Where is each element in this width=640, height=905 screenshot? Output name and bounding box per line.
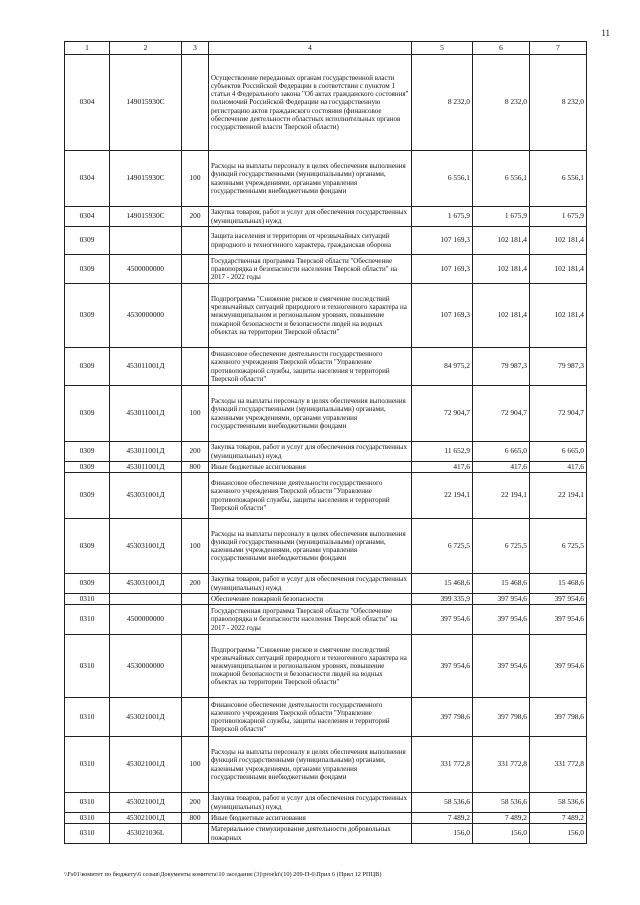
amount-year-2-cell: 58 536,6 <box>473 793 530 813</box>
expense-type-cell: 800 <box>182 462 209 473</box>
section-code-cell: 0309 <box>65 442 110 462</box>
amount-year-3-cell: 7 489,2 <box>530 813 587 824</box>
amount-year-3-cell: 397 954,6 <box>530 635 587 698</box>
amount-year-1-cell: 417,6 <box>412 462 473 473</box>
expense-type-cell: 100 <box>182 737 209 793</box>
amount-year-2-cell: 22 194,1 <box>473 473 530 519</box>
section-code-cell: 0309 <box>65 255 110 284</box>
expense-type-cell <box>182 594 209 605</box>
description-cell: Подпрограмма "Снижение рисков и смягчение последствий чрезвычайных ситуаций природного и техногенного характера на межмуниципальном и региональном уровнях, повышение пожарной безопасности и безопасности людей на водных объектах на территории Тверской области" <box>209 635 412 698</box>
target-article-cell: 453021001Д <box>110 698 182 737</box>
amount-year-3-cell: 397 798,6 <box>530 698 587 737</box>
expense-type-cell <box>182 284 209 348</box>
amount-year-1-cell: 11 652,9 <box>412 442 473 462</box>
description-cell: Финансовое обеспечение деятельности государственного казенного учреждения Тверской области "Управление противопожарной службы, защиты населения и территорий Тверской области" <box>209 698 412 737</box>
amount-year-3-cell: 102 181,4 <box>530 284 587 348</box>
target-article-cell: 149015930С <box>110 55 182 151</box>
description-cell: Расходы на выплаты персоналу в целях обеспечения выполнения функций государственными (муниципальными) органами, казенными учреждениями, органами управления государственными внебюджетными фондами <box>209 151 412 207</box>
amount-year-3-cell: 79 987,3 <box>530 348 587 386</box>
description-cell: Материальное стимулирование деятельности добровольных пожарных <box>209 824 412 844</box>
amount-year-2-cell: 397 954,6 <box>473 594 530 605</box>
target-article-cell: 453011001Д <box>110 462 182 473</box>
amount-year-1-cell: 399 335,9 <box>412 594 473 605</box>
amount-year-2-cell: 156,0 <box>473 824 530 844</box>
amount-year-3-cell: 102 181,4 <box>530 255 587 284</box>
table-row <box>65 442 587 462</box>
amount-year-2-cell: 6 725,5 <box>473 519 530 574</box>
target-article-cell: 149015930С <box>110 207 182 227</box>
section-code-cell: 0310 <box>65 824 110 844</box>
expense-type-cell: 800 <box>182 813 209 824</box>
section-code-cell: 0310 <box>65 737 110 793</box>
table-row <box>65 207 587 227</box>
section-code-cell: 0309 <box>65 348 110 386</box>
amount-year-1-cell: 107 169,3 <box>412 255 473 284</box>
description-cell: Подпрограмма "Снижение рисков и смягчение последствий чрезвычайных ситуаций природного и техногенного характера на межмуниципальном и региональном уровнях, повышение пожарной безопасности и безопасности людей на водных объектах на территории Тверской области" <box>209 284 412 348</box>
section-code-cell: 0310 <box>65 594 110 605</box>
expense-type-cell <box>182 227 209 255</box>
description-cell: Осуществление переданных органам государственной власти субъектов Российской Федерации в соответствии с пунктом 1 статьи 4 Федерального закона "Об актах гражданского состояния" полномочий Российской Федерации на государственную регистрацию актов гражданского состояния (финансовое обеспечение деятельности областных исполнительных органов государственной власти Тверской области) <box>209 55 412 151</box>
description-cell: Закупка товаров, работ и услуг для обеспечения государственных (муниципальных) нужд <box>209 442 412 462</box>
amount-year-3-cell: 6 556,1 <box>530 151 587 207</box>
amount-year-2-cell: 102 181,4 <box>473 284 530 348</box>
table-row <box>65 386 587 442</box>
amount-year-1-cell: 397 798,6 <box>412 698 473 737</box>
header-col-5: 5 <box>412 42 473 55</box>
table-row <box>65 793 587 813</box>
amount-year-1-cell: 397 954,6 <box>412 635 473 698</box>
amount-year-3-cell: 8 232,0 <box>530 55 587 151</box>
amount-year-2-cell: 8 232,0 <box>473 55 530 151</box>
amount-year-2-cell: 102 181,4 <box>473 227 530 255</box>
table-row <box>65 55 587 151</box>
target-article-cell: 453011001Д <box>110 442 182 462</box>
expense-type-cell: 100 <box>182 151 209 207</box>
expense-type-cell: 100 <box>182 519 209 574</box>
target-article-cell: 453021001Д <box>110 813 182 824</box>
description-cell: Иные бюджетные ассигнования <box>209 462 412 473</box>
amount-year-2-cell: 417,6 <box>473 462 530 473</box>
amount-year-2-cell: 397 954,6 <box>473 605 530 635</box>
header-col-7: 7 <box>530 42 587 55</box>
table-row <box>65 698 587 737</box>
amount-year-3-cell: 58 536,6 <box>530 793 587 813</box>
description-cell: Государственная программа Тверской области "Обеспечение правопорядка и безопасности населения Тверской области" на 2017 - 2022 годы <box>209 255 412 284</box>
target-article-cell: 453031001Д <box>110 574 182 594</box>
table-row <box>65 824 587 844</box>
amount-year-2-cell: 72 904,7 <box>473 386 530 442</box>
target-article-cell: 4500000000 <box>110 605 182 635</box>
expense-type-cell <box>182 255 209 284</box>
header-col-6: 6 <box>473 42 530 55</box>
amount-year-1-cell: 107 169,3 <box>412 284 473 348</box>
header-col-1: 1 <box>65 42 110 55</box>
expense-type-cell: 200 <box>182 442 209 462</box>
amount-year-3-cell: 6 725,5 <box>530 519 587 574</box>
amount-year-1-cell: 107 169,3 <box>412 227 473 255</box>
expense-type-cell: 200 <box>182 207 209 227</box>
amount-year-2-cell: 397 798,6 <box>473 698 530 737</box>
expense-type-cell: 100 <box>182 386 209 442</box>
amount-year-3-cell: 6 665,0 <box>530 442 587 462</box>
amount-year-1-cell: 6 725,5 <box>412 519 473 574</box>
description-cell: Расходы на выплаты персоналу в целях обеспечения выполнения функций государственными (муниципальными) органами, казенными учреждениями, органами управления государственными внебюджетными фондами <box>209 519 412 574</box>
amount-year-1-cell: 397 954,6 <box>412 605 473 635</box>
expense-type-cell: 200 <box>182 793 209 813</box>
description-cell: Защита населения и территории от чрезвычайных ситуаций природного и техногенного характера, гражданская оборона <box>209 227 412 255</box>
amount-year-1-cell: 1 675,9 <box>412 207 473 227</box>
target-article-cell: 149015930С <box>110 151 182 207</box>
table-row <box>65 151 587 207</box>
section-code-cell: 0310 <box>65 605 110 635</box>
amount-year-1-cell: 58 536,6 <box>412 793 473 813</box>
header-col-3: 3 <box>182 42 209 55</box>
table-row <box>65 348 587 386</box>
description-cell: Финансовое обеспечение деятельности государственного казенного учреждения Тверской области "Управление противопожарной службы, защиты населения и территорий Тверской области" <box>209 348 412 386</box>
budget-table <box>64 41 587 844</box>
target-article-cell: 453011001Д <box>110 386 182 442</box>
amount-year-1-cell: 22 194,1 <box>412 473 473 519</box>
expense-type-cell <box>182 698 209 737</box>
amount-year-2-cell: 397 954,6 <box>473 635 530 698</box>
amount-year-3-cell: 15 468,6 <box>530 574 587 594</box>
description-cell: Закупка товаров, работ и услуг для обеспечения государственных (муниципальных) нужд <box>209 793 412 813</box>
description-cell: Обеспечение пожарной безопасности <box>209 594 412 605</box>
target-article-cell: 453031001Д <box>110 519 182 574</box>
section-code-cell: 0309 <box>65 284 110 348</box>
description-cell: Государственная программа Тверской области "Обеспечение правопорядка и безопасности населения Тверской области" на 2017 - 2022 годы <box>209 605 412 635</box>
amount-year-2-cell: 79 987,3 <box>473 348 530 386</box>
target-article-cell <box>110 227 182 255</box>
amount-year-1-cell: 7 489,2 <box>412 813 473 824</box>
expense-type-cell <box>182 605 209 635</box>
section-code-cell: 0309 <box>65 473 110 519</box>
section-code-cell: 0309 <box>65 519 110 574</box>
table-row <box>65 635 587 698</box>
section-code-cell: 0304 <box>65 207 110 227</box>
section-code-cell: 0309 <box>65 574 110 594</box>
amount-year-3-cell: 417,6 <box>530 462 587 473</box>
table-row <box>65 519 587 574</box>
target-article-cell: 453031001Д <box>110 473 182 519</box>
target-article-cell <box>110 594 182 605</box>
amount-year-1-cell: 72 904,7 <box>412 386 473 442</box>
table-row <box>65 737 587 793</box>
target-article-cell: 4530000000 <box>110 284 182 348</box>
amount-year-2-cell: 7 489,2 <box>473 813 530 824</box>
amount-year-1-cell: 156,0 <box>412 824 473 844</box>
amount-year-2-cell: 331 772,8 <box>473 737 530 793</box>
section-code-cell: 0309 <box>65 386 110 442</box>
table-row <box>65 255 587 284</box>
amount-year-2-cell: 102 181,4 <box>473 255 530 284</box>
description-cell: Закупка товаров, работ и услуг для обеспечения государственных (муниципальных) нужд <box>209 574 412 594</box>
section-code-cell: 0310 <box>65 635 110 698</box>
target-article-cell: 453021036L <box>110 824 182 844</box>
section-code-cell: 0310 <box>65 813 110 824</box>
table-row <box>65 462 587 473</box>
description-cell: Финансовое обеспечение деятельности государственного казенного учреждения Тверской области "Управление противопожарной службы, защиты населения и территорий Тверской области" <box>209 473 412 519</box>
table-row <box>65 284 587 348</box>
amount-year-1-cell: 15 468,6 <box>412 574 473 594</box>
amount-year-3-cell: 331 772,8 <box>530 737 587 793</box>
amount-year-1-cell: 84 975,2 <box>412 348 473 386</box>
amount-year-2-cell: 15 468,6 <box>473 574 530 594</box>
target-article-cell: 453011001Д <box>110 348 182 386</box>
header-col-4: 4 <box>209 42 412 55</box>
page-number: 11 <box>601 28 610 38</box>
section-code-cell: 0304 <box>65 151 110 207</box>
header-row <box>65 42 587 55</box>
amount-year-3-cell: 397 954,6 <box>530 605 587 635</box>
amount-year-3-cell: 156,0 <box>530 824 587 844</box>
section-code-cell: 0304 <box>65 55 110 151</box>
amount-year-3-cell: 72 904,7 <box>530 386 587 442</box>
target-article-cell: 4530000000 <box>110 635 182 698</box>
target-article-cell: 453021001Д <box>110 793 182 813</box>
amount-year-1-cell: 331 772,8 <box>412 737 473 793</box>
expense-type-cell <box>182 635 209 698</box>
target-article-cell: 453021001Д <box>110 737 182 793</box>
table-row <box>65 574 587 594</box>
table-row <box>65 227 587 255</box>
amount-year-2-cell: 6 556,1 <box>473 151 530 207</box>
amount-year-3-cell: 397 954,6 <box>530 594 587 605</box>
amount-year-2-cell: 1 675,9 <box>473 207 530 227</box>
description-cell: Расходы на выплаты персоналу в целях обеспечения выполнения функций государственными (муниципальными) органами, казенными учреждениями, органами управления государственными внебюджетными фондами <box>209 737 412 793</box>
expense-type-cell: 200 <box>182 574 209 594</box>
table-row <box>65 813 587 824</box>
amount-year-3-cell: 1 675,9 <box>530 207 587 227</box>
description-cell: Иные бюджетные ассигнования <box>209 813 412 824</box>
expense-type-cell <box>182 348 209 386</box>
expense-type-cell <box>182 824 209 844</box>
section-code-cell: 0309 <box>65 227 110 255</box>
description-cell: Расходы на выплаты персоналу в целях обеспечения выполнения функций государственными (муниципальными) органами, казенными учреждениями, органами управления государственными внебюджетными фондами <box>209 386 412 442</box>
table-row <box>65 473 587 519</box>
amount-year-3-cell: 22 194,1 <box>530 473 587 519</box>
amount-year-2-cell: 6 665,0 <box>473 442 530 462</box>
section-code-cell: 0309 <box>65 462 110 473</box>
table-row <box>65 594 587 605</box>
target-article-cell: 4500000000 <box>110 255 182 284</box>
header-col-2: 2 <box>110 42 182 55</box>
expense-type-cell <box>182 55 209 151</box>
amount-year-1-cell: 6 556,1 <box>412 151 473 207</box>
table-row <box>65 605 587 635</box>
amount-year-1-cell: 8 232,0 <box>412 55 473 151</box>
section-code-cell: 0310 <box>65 698 110 737</box>
section-code-cell: 0310 <box>65 793 110 813</box>
amount-year-3-cell: 102 181,4 <box>530 227 587 255</box>
description-cell: Закупка товаров, работ и услуг для обеспечения государственных (муниципальных) нужд <box>209 207 412 227</box>
expense-type-cell <box>182 473 209 519</box>
footer-file-path: \\Fs01\комитет по бюджету\6 созыв\Документы комитета\10 заседание (3)\proekt\(10) 209-П-6\Прил 6 (Прил 12 РПЦВ) <box>64 871 382 878</box>
